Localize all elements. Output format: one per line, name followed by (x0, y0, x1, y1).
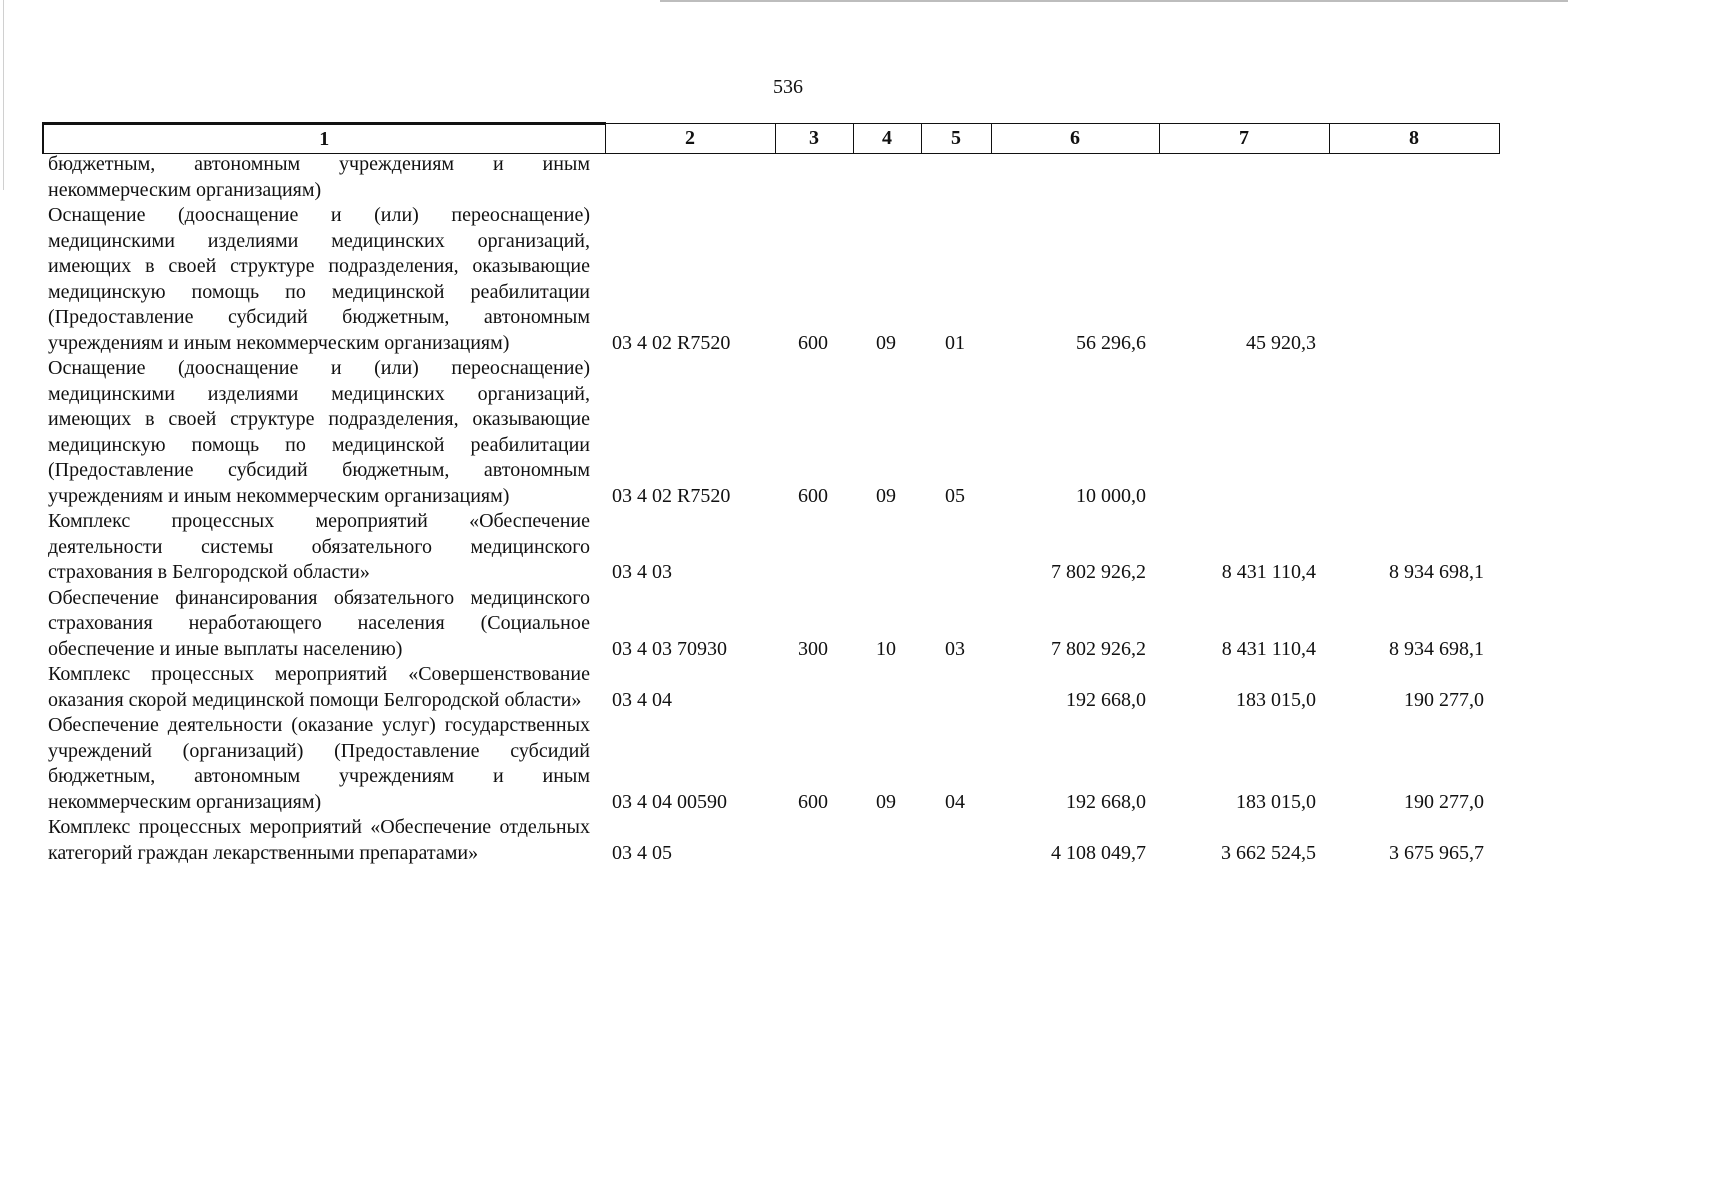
row-col8: 190 277,0 (1404, 790, 1484, 813)
row-col3: 300 (798, 637, 828, 660)
row-code: 03 4 05 (612, 841, 672, 864)
row-col7: 183 015,0 (1236, 688, 1316, 711)
row-col5: 05 (945, 484, 965, 507)
row-col6: 7 802 926,2 (1051, 561, 1146, 583)
row-col5: 04 (945, 790, 965, 813)
column-header-8: 8 (1329, 124, 1499, 154)
table-row (42, 586, 1498, 663)
row-col7 (1158, 152, 1328, 203)
row-col8 (1328, 356, 1498, 509)
column-header-2: 2 (605, 124, 775, 154)
row-col6: 4 108 049,7 (1051, 841, 1146, 864)
row-col6: 10 000,0 (1076, 484, 1146, 507)
row-col7: 45 920,3 (1246, 331, 1316, 354)
table-row (42, 713, 1498, 815)
row-code: 03 4 03 70930 (612, 637, 727, 660)
column-header-5: 5 (921, 124, 991, 154)
row-col6: 7 802 926,2 (1051, 637, 1146, 660)
row-col7: 3 662 524,5 (1221, 841, 1316, 864)
row-code: 03 4 02 R7520 (612, 484, 731, 507)
row-col8: 190 277,0 (1404, 688, 1484, 711)
row-description: бюджетным, автономным учреждениям и иным некоммерческим организациям) (48, 153, 590, 201)
row-col3: 600 (798, 331, 828, 354)
row-col5 (920, 152, 990, 203)
table-row (42, 815, 1498, 866)
row-description: Комплекс процессных мероприятий «Обеспечение отдельных категорий граждан лекарственными препаратами» (48, 816, 590, 864)
row-col4: 10 (876, 637, 896, 660)
row-col8 (1328, 152, 1498, 203)
column-header-7: 7 (1159, 124, 1329, 154)
column-header-6: 6 (991, 124, 1159, 154)
row-description: Обеспечение финансирования обязательного медицинского страхования неработающего населения (Социальное обеспечение и иные выплаты населению) (48, 586, 590, 660)
row-col4 (852, 509, 920, 586)
row-col4: 09 (876, 790, 896, 813)
row-col5: 03 (945, 637, 965, 660)
row-col3 (774, 662, 852, 713)
table-row (42, 203, 1498, 356)
row-description: Комплекс процессных мероприятий «Совершенствование оказания скорой медицинской помощи Белгородской области» (48, 663, 590, 711)
row-col7: 8 431 110,4 (1221, 637, 1316, 660)
row-col7: 183 015,0 (1236, 790, 1316, 813)
column-header-3: 3 (775, 124, 853, 154)
row-col3: 600 (798, 790, 828, 813)
row-col7: 8 431 110,4 (1221, 561, 1316, 583)
row-code: 03 4 04 00590 (612, 790, 727, 813)
row-col4 (852, 815, 920, 866)
row-col6: 192 668,0 (1066, 790, 1146, 813)
table-row (42, 662, 1498, 713)
row-col6 (990, 152, 1158, 203)
row-col6: 192 668,0 (1066, 688, 1146, 711)
row-code (604, 152, 774, 203)
row-col3 (774, 815, 852, 866)
row-col8: 3 675 965,7 (1389, 841, 1484, 864)
row-code: 03 4 04 (612, 688, 672, 711)
column-header-row (43, 124, 1499, 154)
budget-table (42, 152, 1498, 866)
row-col7 (1158, 356, 1328, 509)
page-number: 536 (773, 76, 803, 98)
column-header-table (42, 122, 1500, 154)
table-row (42, 152, 1498, 203)
row-col4: 09 (876, 331, 896, 354)
row-col6: 56 296,6 (1076, 331, 1146, 354)
row-col3 (774, 509, 852, 586)
row-col8: 8 934 698,1 (1389, 637, 1484, 660)
row-col5 (920, 662, 990, 713)
row-col5 (920, 815, 990, 866)
row-code: 03 4 03 (612, 561, 672, 583)
row-col5: 01 (945, 331, 965, 354)
row-col4 (852, 152, 920, 203)
row-col4 (852, 662, 920, 713)
row-col8: 8 934 698,1 (1389, 561, 1484, 583)
row-col3: 600 (798, 484, 828, 507)
column-header-1: 1 (43, 124, 605, 154)
row-col8 (1328, 203, 1498, 356)
scan-edge-left (3, 0, 4, 190)
row-description: Оснащение (дооснащение и (или) переоснащение) медицинскими изделиями медицинских организаций, имеющих в своей структуре подразделения, оказывающие медицинскую помощь по медицинской реабилитации (Предоставление субсидий бюджетным, автономным учреждениям и иным некоммерческим организациям) (48, 357, 590, 507)
row-col5 (920, 509, 990, 586)
row-description: Комплекс процессных мероприятий «Обеспечение деятельности системы обязательного медицинского страхования в Белгородской области» (48, 510, 590, 583)
column-header-4: 4 (853, 124, 921, 154)
row-description: Обеспечение деятельности (оказание услуг) государственных учреждений (организаций) (Предоставление субсидий бюджетным, автономным учреждениям и иным некоммерческим организациям) (48, 714, 590, 813)
row-code: 03 4 02 R7520 (612, 331, 731, 354)
table-row (42, 356, 1498, 509)
scan-edge-top (660, 0, 1568, 5)
row-col4: 09 (876, 484, 896, 507)
row-col3 (774, 152, 852, 203)
table-row (42, 509, 1498, 586)
row-description: Оснащение (дооснащение и (или) переоснащение) медицинскими изделиями медицинских организаций, имеющих в своей структуре подразделения, оказывающие медицинскую помощь по медицинской реабилитации (Предоставление субсидий бюджетным, автономным учреждениям и иным некоммерческим организациям) (48, 204, 590, 354)
